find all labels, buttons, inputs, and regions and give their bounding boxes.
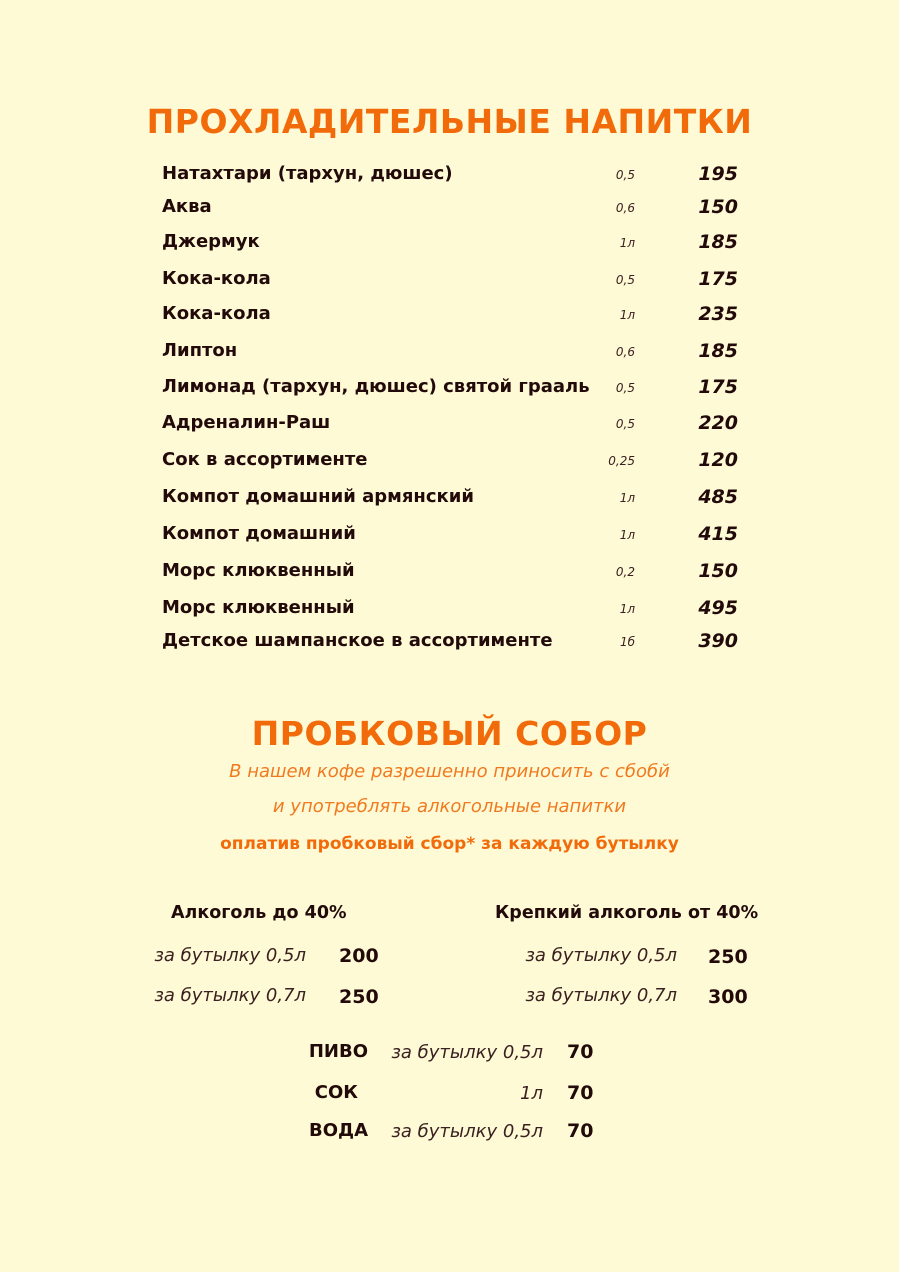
item-price: 485 <box>698 486 738 508</box>
item-name: Джермук <box>162 231 260 252</box>
item-name: Кока-кола <box>162 268 271 289</box>
soft-drinks-title: ПРОХЛАДИТЕЛЬНЫЕ НАПИТКИ <box>146 102 753 141</box>
item-name: Детское шампанское в ассортименте <box>162 630 553 651</box>
item-price: 150 <box>698 196 738 218</box>
item-price: 220 <box>698 412 738 434</box>
menu-item <box>0 376 899 402</box>
item-volume: 0,5 <box>615 168 635 182</box>
menu-item <box>0 412 899 438</box>
fee-price: 70 <box>567 1082 594 1104</box>
item-name: Компот домашний армянский <box>162 486 474 507</box>
juice-label: СОК <box>314 1082 358 1103</box>
fee-price: 70 <box>567 1041 594 1063</box>
item-name: Липтон <box>162 340 238 361</box>
item-volume: 1л <box>619 602 635 616</box>
fee-price: 250 <box>339 986 379 1008</box>
item-price: 185 <box>698 231 738 253</box>
fee-label: за бутылку 0,7л <box>154 985 306 1006</box>
item-name: Компот домашний <box>162 523 356 544</box>
item-price: 195 <box>698 163 738 185</box>
item-price: 185 <box>698 340 738 362</box>
menu-item <box>0 340 899 366</box>
column-heading-under-40: Алкоголь до 40% <box>171 903 347 923</box>
item-name: Аква <box>162 196 212 217</box>
item-name: Лимонад (тархун, дюшес) святой грааль <box>162 376 590 397</box>
item-price: 495 <box>698 597 738 619</box>
menu-item <box>0 268 899 294</box>
item-volume: 0,5 <box>615 381 635 395</box>
item-volume: 0,6 <box>615 345 635 359</box>
item-price: 175 <box>698 268 738 290</box>
item-name: Морс клюквенный <box>162 597 355 618</box>
fee-price: 200 <box>339 945 379 967</box>
menu-item <box>0 196 899 222</box>
item-price: 415 <box>698 523 738 545</box>
corkage-note-line2: и употреблять алкогольные напитки <box>272 796 627 817</box>
corkage-title: ПРОБКОВЫЙ СОБОР <box>251 714 648 753</box>
fee-price: 70 <box>567 1120 594 1142</box>
water-label: ВОДА <box>309 1120 368 1141</box>
item-volume: 1б <box>619 635 635 649</box>
item-volume: 1л <box>619 491 635 505</box>
menu-item <box>0 303 899 329</box>
item-volume: 0,5 <box>615 417 635 431</box>
beer-label: ПИВО <box>308 1041 368 1062</box>
item-name: Натахтари (тархун, дюшес) <box>162 163 453 184</box>
item-price: 235 <box>698 303 738 325</box>
menu-item <box>0 560 899 586</box>
menu-item <box>0 449 899 475</box>
item-price: 150 <box>698 560 738 582</box>
item-volume: 0,5 <box>615 273 635 287</box>
item-volume: 0,6 <box>615 201 635 215</box>
menu-item <box>0 231 899 257</box>
item-volume: 0,2 <box>615 565 635 579</box>
menu-item <box>0 523 899 549</box>
item-price: 390 <box>698 630 738 652</box>
fee-label: за бутылку 0,5л <box>154 945 306 966</box>
menu-item <box>0 486 899 512</box>
fee-price: 250 <box>708 946 748 968</box>
menu-item <box>0 630 899 656</box>
item-volume: 0,25 <box>608 454 635 468</box>
fee-label: за бутылку 0,5л <box>391 1042 543 1063</box>
item-name: Морс клюквенный <box>162 560 355 581</box>
item-name: Кока-кола <box>162 303 271 324</box>
fee-label: за бутылку 0,7л <box>525 985 677 1006</box>
column-heading-over-40: Крепкий алкоголь от 40% <box>495 903 759 923</box>
item-volume: 1л <box>619 236 635 250</box>
item-name: Адреналин-Раш <box>162 412 331 433</box>
item-price: 175 <box>698 376 738 398</box>
fee-label: 1л <box>520 1083 543 1104</box>
item-volume: 1л <box>619 308 635 322</box>
item-price: 120 <box>698 449 738 471</box>
menu-item <box>0 163 899 189</box>
corkage-note-line1: В нашем кофе разрешенно приносить с сбобй <box>229 761 670 782</box>
item-volume: 1л <box>619 528 635 542</box>
fee-price: 300 <box>708 986 748 1008</box>
corkage-note-line3: оплатив пробковый сбор* за каждую бутылку <box>220 834 679 854</box>
fee-label: за бутылку 0,5л <box>391 1121 543 1142</box>
fee-label: за бутылку 0,5л <box>525 945 677 966</box>
menu-item <box>0 597 899 623</box>
item-name: Сок в ассортименте <box>162 449 368 470</box>
